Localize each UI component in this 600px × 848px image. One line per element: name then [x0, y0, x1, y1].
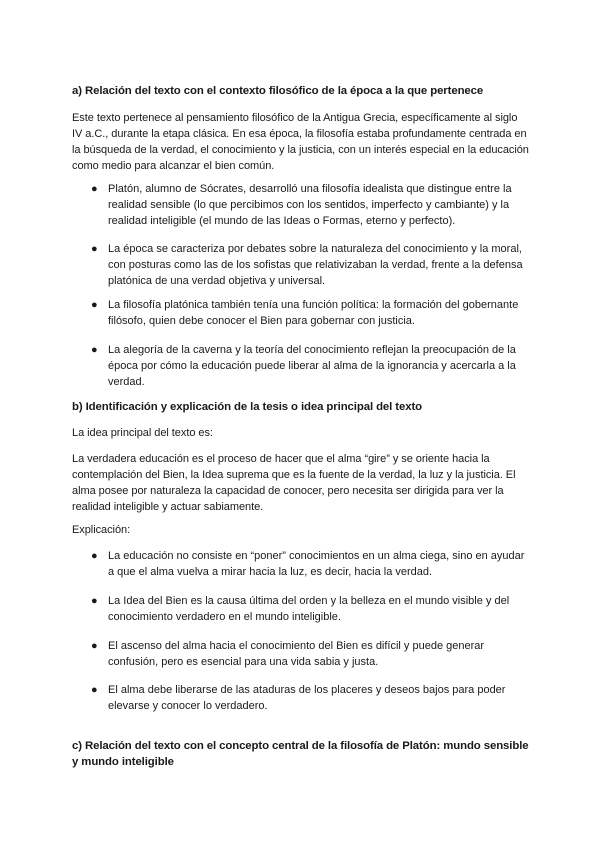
- bullet-text: La alegoría de la caverna y la teoría del conocimiento reflejan la preocupación de la época por cómo la educación puede liberar al alma de la ignorancia y acercarla a la verdad.: [108, 344, 516, 388]
- bullet-text: Platón, alumno de Sócrates, desarrolló una filosofía idealista que distingue entre la realidad sensible (lo que percibimos con los sentidos, imperfecto y cambiante) y la realidad inteligible (el mundo de las Ideas o Formas, eterno y perfecto).: [108, 183, 512, 227]
- section-b-lead: La idea principal del texto es:: [72, 427, 213, 439]
- bullet-text: La filosofía platónica también tenía una función política: la formación del gobernante filósofo, quien debe conocer el Bien para gobernar con justicia.: [108, 299, 519, 327]
- bullet-icon: ●: [91, 640, 98, 652]
- section-b-bullet-2: [91, 593, 531, 625]
- bullet-icon: ●: [91, 684, 98, 696]
- bullet-text: La Idea del Bien es la causa última del orden y la belleza en el mundo visible y del conocimiento verdadero en el mundo inteligible.: [108, 595, 510, 623]
- bullet-icon: ●: [91, 299, 98, 311]
- section-b-bullet-3: [91, 638, 531, 670]
- bullet-icon: ●: [91, 595, 98, 607]
- bullet-text: La educación no consiste en “poner” conocimientos en un alma ciega, sino en ayudar a que el alma vuelva a mirar hacia la luz, es decir, hacia la verdad.: [108, 550, 525, 578]
- section-b-heading: b) Identificación y explicación de la tesis o idea principal del texto: [72, 401, 423, 413]
- section-a-bullet-4: [91, 342, 531, 390]
- section-c-heading: c) Relación del texto con el concepto central de la filosofía de Platón: mundo sensible y mundo inteligible: [72, 740, 529, 768]
- bullet-text: La época se caracteriza por debates sobre la naturaleza del conocimiento y la moral, con posturas como las de los sofistas que relativizaban la verdad, frente a la defensa platónica de una verdad objetiva y universal.: [108, 243, 523, 287]
- bullet-icon: ●: [91, 243, 98, 255]
- section-a-bullet-3: [91, 297, 531, 329]
- bullet-icon: ●: [91, 183, 98, 195]
- bullet-text: El alma debe liberarse de las ataduras de los placeres y deseos bajos para poder elevarse y conocer lo verdadero.: [108, 684, 506, 712]
- section-a-intro: Este texto pertenece al pensamiento filosófico de la Antigua Grecia, específicamente al siglo IV a.C., durante la etapa clásica. En esa época, la filosofía estaba profundamente centrada en la búsqueda de la verdad, el conocimiento y la justicia, con un interés especial en la educación como medio para alcanzar el bien común.: [72, 112, 529, 172]
- section-b-explanation-label: Explicación:: [72, 524, 131, 536]
- bullet-icon: ●: [91, 344, 98, 356]
- section-a-bullet-1: [91, 181, 531, 229]
- bullet-icon: ●: [91, 550, 98, 562]
- section-b-thesis: La verdadera educación es el proceso de hacer que el alma “gire” y se oriente hacia la contemplación del Bien, la Idea suprema que es la fuente de la verdad, la luz y la justicia. El alma posee por naturaleza la capacidad de conocer, pero necesita ser dirigida para ver la realidad inteligible y actuar sabiamente.: [72, 453, 516, 513]
- section-a-heading: a) Relación del texto con el contexto filosófico de la época a la que pertenece: [72, 85, 484, 97]
- section-b-bullet-4: [91, 682, 531, 714]
- section-a-bullet-2: [91, 241, 531, 289]
- section-b-bullet-1: [91, 548, 531, 580]
- bullet-text: El ascenso del alma hacia el conocimiento del Bien es difícil y puede generar confusión, pero es esencial para una vida sabia y justa.: [108, 640, 485, 668]
